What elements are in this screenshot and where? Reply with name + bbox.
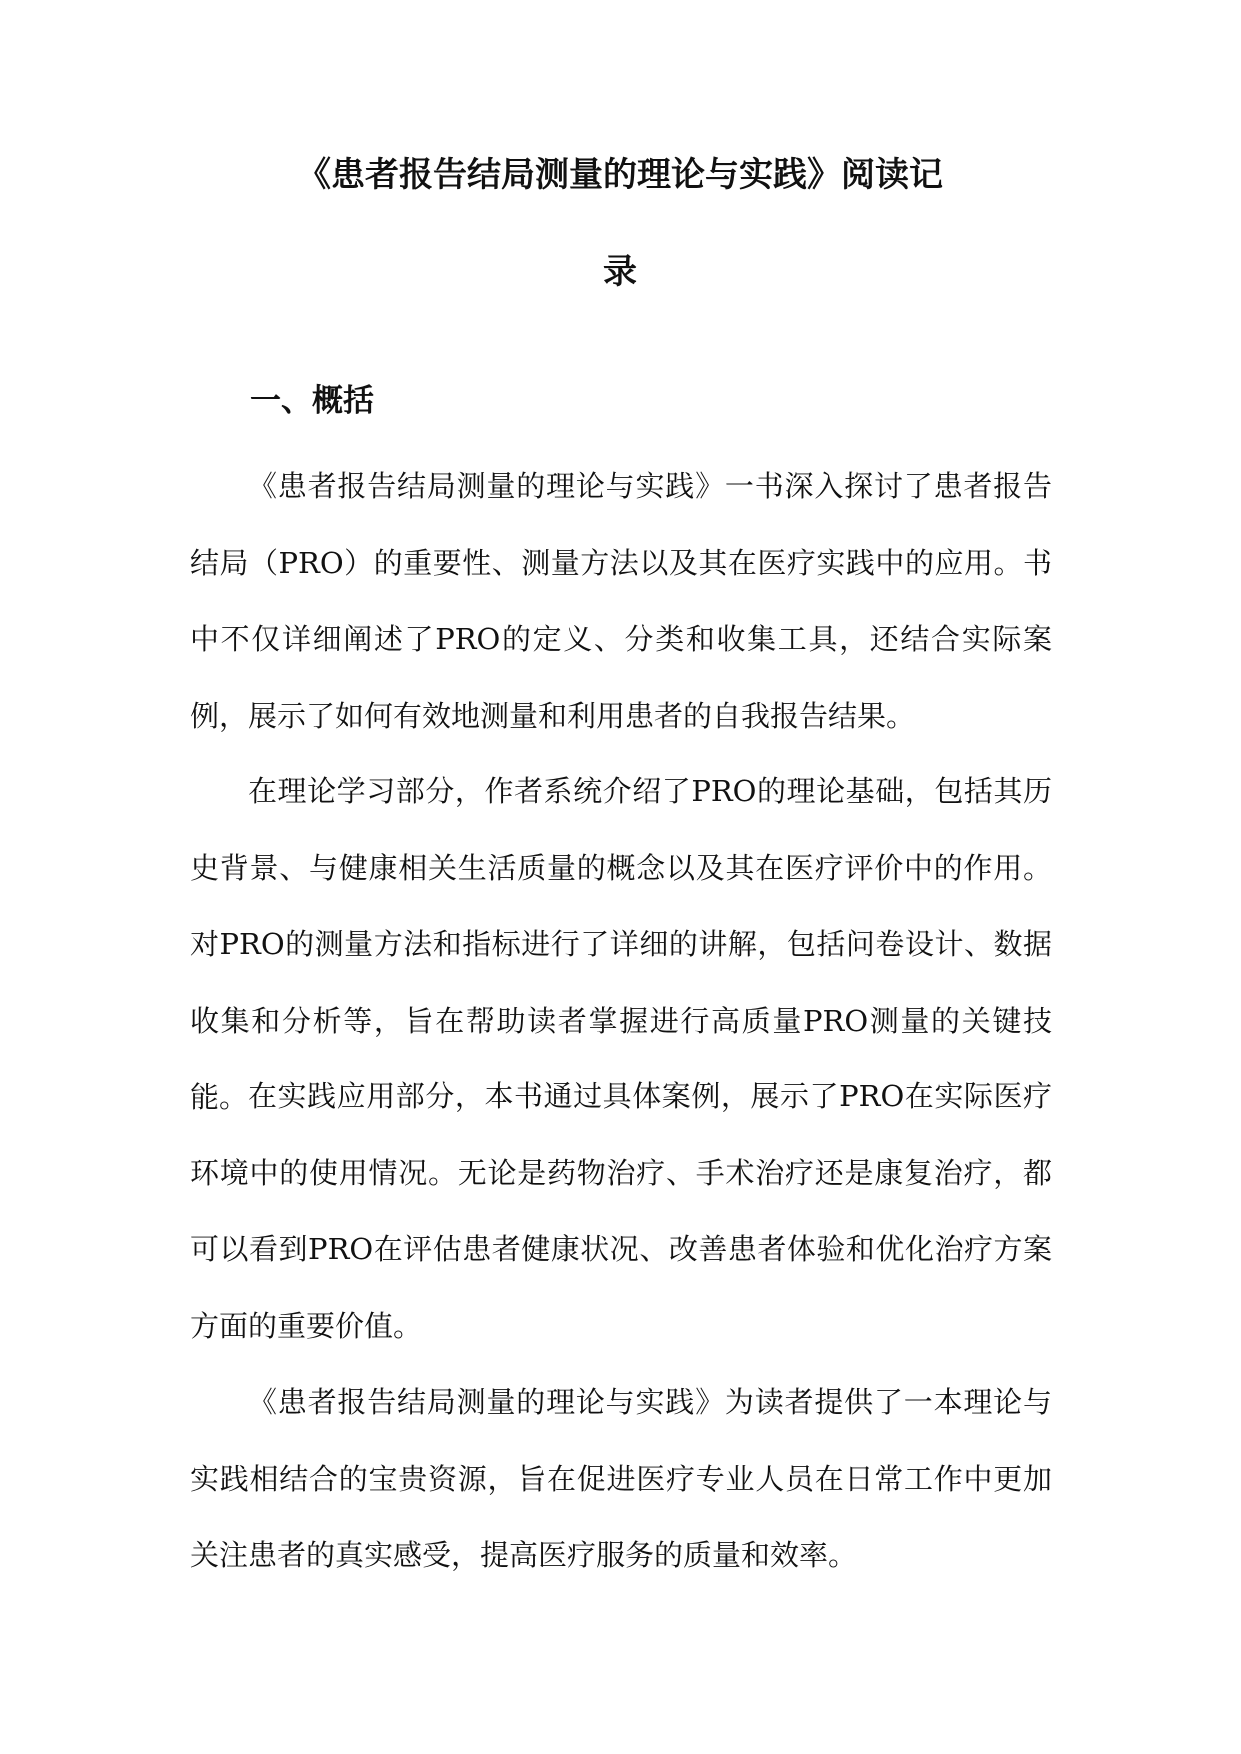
document-title-line-2: 录 — [603, 252, 637, 292]
paragraph-practice: 在实践应用部分，本书通过具体案例，展示了PRO在实际医疗环境中的使用情况。无论是药物治疗、手术治疗还是康复治疗，都可以看到PRO在评估患者健康状况、改善患者体验和优化治疗方案方面的重要价值。 — [190, 1079, 1052, 1343]
section-heading: 一、概括 — [250, 383, 374, 419]
document-title-line-1: 《患者报告结局测量的理论与实践》阅读记 — [297, 155, 943, 195]
paragraph-theory: 在理论学习部分，作者系统介绍了PRO的理论基础，包括其历史背景、与健康相关生活质量的概念以及其在医疗评价中的作用。对PRO的测量方法和指标进行了详细的讲解，包括问卷设计、数据收集和分析等，旨在帮助读者掌握进行高质量PRO测量的关键技能。 — [190, 774, 1052, 1114]
paragraph-overview: 《患者报告结局测量的理论与实践》一书深入探讨了患者报告结局（PRO）的重要性、测量方法以及其在医疗实践中的应用。书中不仅详细阐述了PRO的定义、分类和收集工具，还结合实际案例，展示了如何有效地测量和利用患者的自我报告结果。 — [190, 469, 1052, 733]
paragraph-conclusion: 《患者报告结局测量的理论与实践》为读者提供了一本理论与实践相结合的宝贵资源，旨在促进医疗专业人员在日常工作中更加关注患者的真实感受，提高医疗服务的质量和效率。 — [190, 1385, 1052, 1572]
